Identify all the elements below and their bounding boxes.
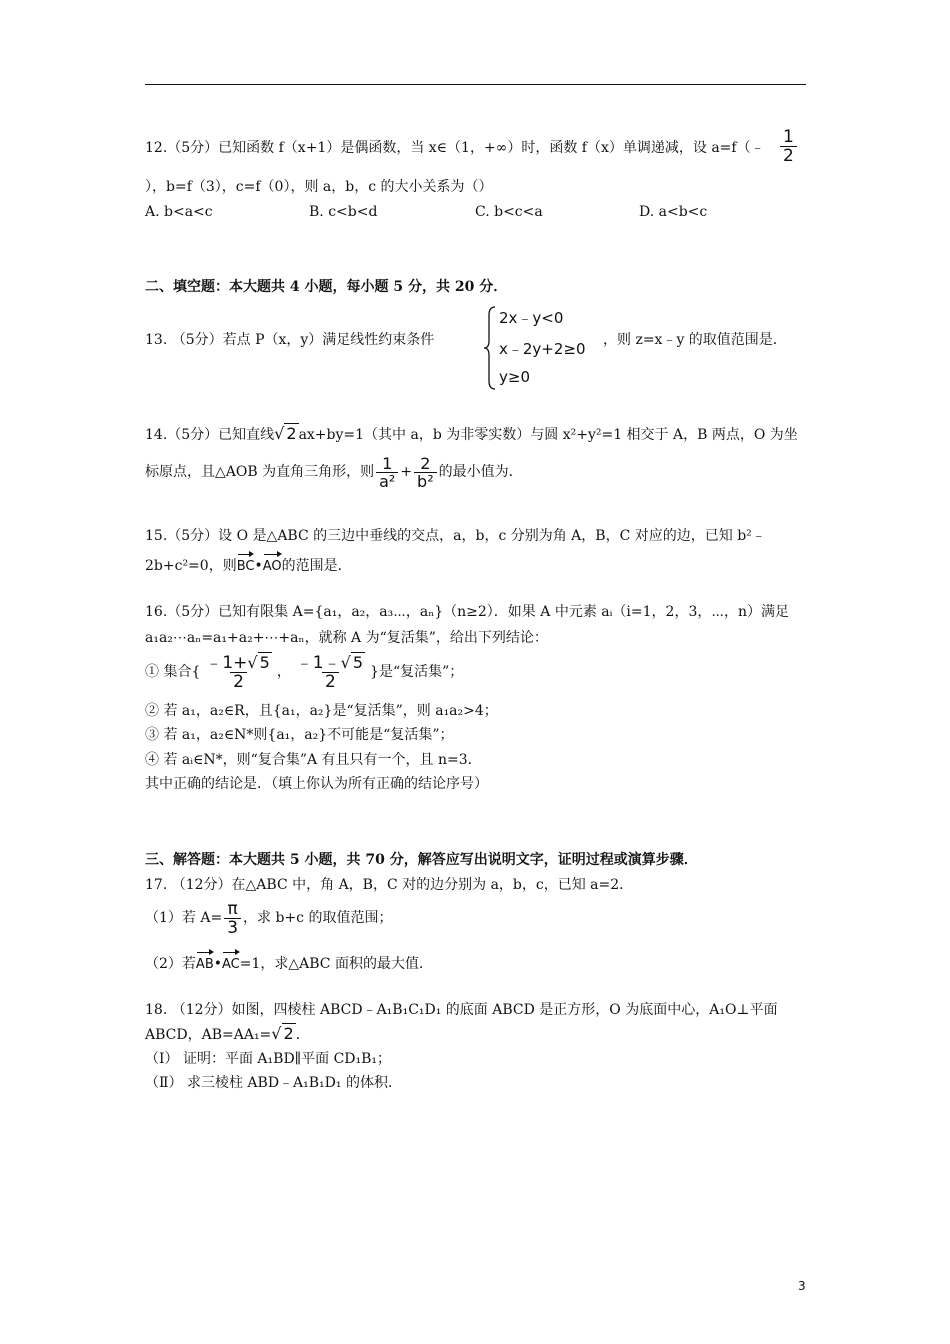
q13-constraint-1: 2x﹣y<0 xyxy=(499,309,564,327)
q18-line2: ABCD，AB=AA₁=√ 2 ． xyxy=(145,1024,310,1043)
q16-line1: 16.（5分）已知有限集 A={a₁，a₂，a₃⋯，aₙ}（n≥2）．如果 A 中元素 aᵢ（i=1，2，3，⋯，n）满足 xyxy=(145,604,789,620)
q16-item2: ② 若 a₁，a₂∈R，且{a₁，a₂}是“复活集”，则 a₁a₂>4； xyxy=(145,703,498,719)
vector-ac: AC xyxy=(222,949,240,975)
q12-fraction: $\frac{1}{2}$ xyxy=(780,128,797,165)
q14-line2: 标原点，且△AOB 为直角三角形，则 $\frac{1}{\text{a²}}$ + $\frac{2}{\text{b²}}$ 的最小值为． xyxy=(145,453,523,491)
q13-prefix: 13. （5分）若点 P（x，y）满足线性约束条件 xyxy=(145,332,435,348)
q13-constraint-system xyxy=(483,305,603,391)
q18-part2: （Ⅱ） 求三棱柱 ABD﹣A₁B₁D₁ 的体积． xyxy=(145,1075,402,1091)
q16-item1: ① 集合{ $\frac{﹣1+√ 5}{2}$ ， $\frac{﹣1﹣√ 5}{2}$ }是“复活集”； xyxy=(145,652,464,692)
q15-line2: 2b+c²=0，则BC•AO的范围是． xyxy=(145,551,352,577)
q16-conclusion: 其中正确的结论是．（填上你认为所有正确的结论序号） xyxy=(145,776,488,792)
q12-line1: 12.（5分）已知函数 f（x+1）是偶函数，当 x∈（1，+∞）时，函数 f（x）单调递减，设 a=f（﹣ xyxy=(145,140,765,156)
q12-option-d: D. a<b<c xyxy=(639,204,708,220)
q14-line1: 14.（5分）已知直线√ 2 ax+by=1（其中 a，b 为非零实数）与圆 x²+y²=1 相交于 A，B 两点，O 为坐 xyxy=(145,424,798,443)
section2-title: 二、填空题：本大题共 4 小题，每小题 5 分，共 20 分． xyxy=(145,279,508,295)
q12-option-b: B. c<b<d xyxy=(309,204,378,220)
q16-line2: a₁a₂⋯aₙ=a₁+a₂+⋯+aₙ，就称 A 为“复活集”，给出下列结论： xyxy=(145,630,548,646)
sqrt-symbol: √ 2 xyxy=(271,1024,294,1043)
q15-line1: 15.（5分）设 O 是△ABC 的三边中垂线的交点，a，b，c 分别为角 A，B，C 对应的边，已知 b²﹣ xyxy=(145,528,766,544)
q13-constraint-2: x﹣2y+2≥0 xyxy=(499,340,586,358)
vector-bc: BC xyxy=(237,551,255,577)
section3-title: 三、解答题：本大题共 5 小题，共 70 分，解答应写出说明文字，证明过程或演算步骤． xyxy=(145,852,698,868)
q17-line1: 17. （12分）在△ABC 中，角 A，B，C 对的边分别为 a，b，c，已知 a=2． xyxy=(145,877,634,893)
q17-part1: （1）若 A= $\frac{\pi}{3}$ ，求 b+c 的取值范围； xyxy=(145,898,393,938)
q16-fraction-1: $\frac{﹣1+√ 5}{2}$ xyxy=(205,652,270,692)
q14-fraction-2: $\frac{2}{\text{b²}}$ xyxy=(414,455,437,490)
q12-option-a: A. b<a<c xyxy=(145,204,213,220)
q17-fraction: $\frac{\pi}{3}$ xyxy=(224,900,241,937)
vector-ao: AO xyxy=(263,551,282,577)
q16-fraction-2: $\frac{﹣1﹣√ 5}{2}$ xyxy=(295,652,364,692)
q12-option-c: C. b<c<a xyxy=(475,204,543,220)
q13-constraint-3: y≥0 xyxy=(499,368,530,386)
q18-line1: 18. （12分）如图，四棱柱 ABCD﹣A₁B₁C₁D₁ 的底面 ABCD 是正方形，O 为底面中心，A₁O⊥平面 xyxy=(145,1002,778,1018)
q17-part2: （2）若AB•AC=1，求△ABC 面积的最大值． xyxy=(145,949,433,975)
header-rule xyxy=(145,84,806,85)
page-number: 3 xyxy=(798,1279,806,1293)
q16-item3: ③ 若 a₁，a₂∈N*则{a₁，a₂}不可能是“复活集”； xyxy=(145,727,454,743)
q18-part1: （Ⅰ） 证明：平面 A₁BD∥平面 CD₁B₁； xyxy=(145,1051,392,1067)
sqrt-symbol: √ 2 xyxy=(274,424,297,443)
q14-fraction-1: $\frac{1}{\text{a²}}$ xyxy=(376,455,398,490)
q12-line2: ），b=f（3），c=f（0），则 a，b，c 的大小关系为（） xyxy=(145,179,493,195)
left-brace-icon xyxy=(483,305,497,391)
q13-suffix: ，则 z=x﹣y 的取值范围是． xyxy=(603,332,787,348)
q16-item4: ④ 若 aᵢ∈N*，则“复合集”A 有且只有一个，且 n=3． xyxy=(145,752,482,768)
vector-ab: AB xyxy=(196,949,214,975)
